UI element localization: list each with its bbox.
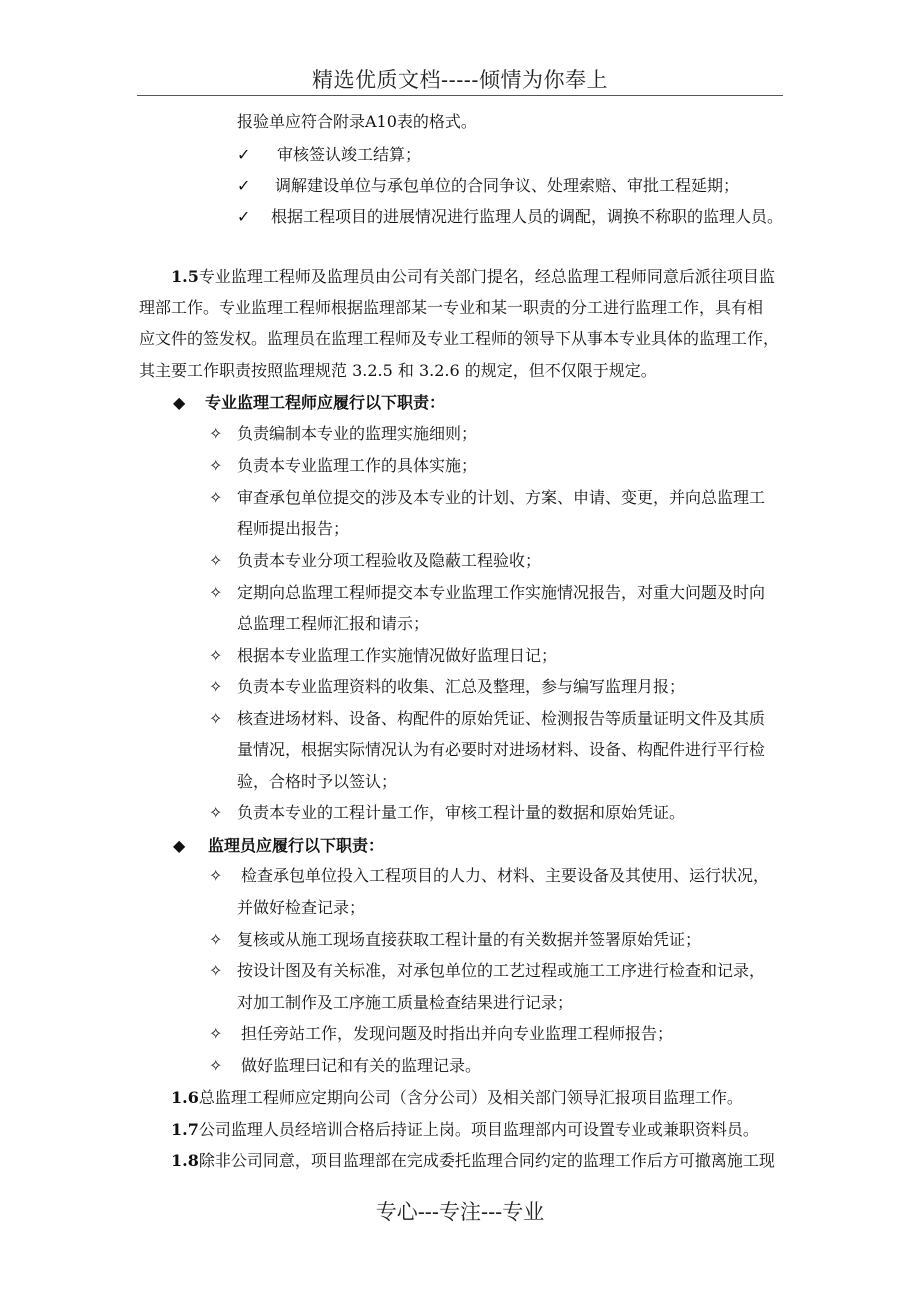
duty-text: 按设计图及有关标准，对承包单位的工艺过程或施工工序进行检查和记录， [237, 961, 766, 980]
star-bullet-icon: ✧ [209, 803, 223, 822]
duty-continuation: 总监理工程师汇报和请示； [237, 614, 430, 633]
checklist-item-text: 审核签认竣工结算； [277, 145, 422, 164]
star-bullet-icon: ✧ [209, 551, 223, 570]
duty-text: 负责本专业分项工程验收及隐蔽工程验收； [237, 551, 542, 570]
duty-item [209, 866, 769, 886]
star-bullet-icon: ✧ [209, 456, 223, 475]
star-bullet-icon: ✧ [209, 1056, 223, 1075]
duty-continuation: 对加工制作及工序施工质量检查结果进行记录； [237, 993, 574, 1012]
star-bullet-icon: ✧ [209, 488, 223, 507]
heading-text: 专业监理工程师应履行以下职责： [205, 393, 446, 412]
duty-item [209, 424, 477, 444]
star-bullet-icon: ✧ [209, 1024, 223, 1043]
section-1-8-paragraph [171, 1151, 775, 1171]
duty-continuation: 并做好检查记录； [237, 898, 366, 917]
star-bullet-icon: ✧ [209, 424, 223, 443]
duty-item [209, 488, 765, 508]
duty-item [209, 551, 541, 571]
paragraph-line: 除非公司同意，项目监理部在完成委托监理合同约定的监理工作后方可撤离施工现 [198, 1151, 775, 1170]
checkmark-icon: ✓ [237, 145, 251, 164]
checkmark-icon: ✓ [237, 207, 251, 226]
duty-item [209, 709, 765, 729]
paragraph-line: 理部工作。专业监理工程师根据监理部某一专业和某一职责的分工进行监理工作，具有相 [139, 298, 764, 317]
duty-item [209, 646, 557, 666]
duty-text: 负责本专业监理工作的具体实施； [237, 456, 478, 475]
section-number: 1.8 [171, 1151, 199, 1170]
duty-continuation: 程师提出报告； [237, 519, 350, 538]
checklist-item [237, 145, 421, 165]
paragraph-line: 应文件的签发权。监理员在监理工程师及专业工程师的领导下从事本专业具体的监理工作， [139, 329, 780, 348]
star-bullet-icon: ✧ [209, 930, 223, 949]
paragraph-line: 总监理工程师应定期向公司（含分公司）及相关部门领导汇报项目监理工作。 [198, 1088, 743, 1107]
star-bullet-icon: ✧ [209, 709, 223, 728]
checkmark-icon: ✓ [237, 176, 251, 195]
section-number: 1.7 [171, 1120, 199, 1139]
inspector-duties-heading [173, 836, 384, 856]
paragraph-line: 公司监理人员经培训合格后持证上岗。项目监理部内可设置专业或兼职资料员。 [198, 1120, 759, 1139]
section-1-5-paragraph [171, 267, 775, 287]
continuation-line: 报验单应符合附录A10表的格式。 [237, 112, 477, 131]
duty-item [209, 456, 477, 476]
duty-continuation: 量情况，根据实际情况认为有必要时对进场材料、设备、构配件进行平行检 [237, 740, 766, 759]
duty-text: 检查承包单位投入工程项目的人力、材料、主要设备及其使用、运行状况， [241, 866, 770, 885]
duty-item [209, 930, 701, 950]
duty-text: 负责本专业监理资料的收集、汇总及整理，参与编写监理月报； [237, 677, 686, 696]
paragraph-line: 专业监理工程师及监理员由公司有关部门提名，经总监理工程师同意后派往项目监 [198, 267, 775, 286]
duty-text: 做好监理曰记和有关的监理记录。 [241, 1056, 482, 1075]
diamond-bullet-icon: ◆ [173, 393, 186, 412]
duty-text: 核查进场材料、设备、构配件的原始凭证、检测报告等质量证明文件及其质 [237, 709, 766, 728]
duty-text: 负责编制本专业的监理实施细则； [237, 424, 478, 443]
heading-text: 监理员应履行以下职责： [208, 836, 385, 855]
duty-item [209, 677, 685, 697]
page-header-title: 精选优质文档-----倾情为你奉上 [312, 68, 608, 92]
duty-text: 审查承包单位提交的涉及本专业的计划、方案、申请、变更，并向总监理工 [237, 488, 766, 507]
checklist-item-text: 根据工程项目的进展情况进行监理人员的调配，调换不称职的监理人员。 [271, 207, 784, 226]
star-bullet-icon: ✧ [209, 866, 223, 885]
diamond-bullet-icon: ◆ [173, 836, 186, 855]
section-1-6-paragraph [171, 1088, 743, 1108]
star-bullet-icon: ✧ [209, 677, 223, 696]
duty-text: 担任旁站工作，发现问题及时指出并向专业监理工程师报告； [241, 1024, 674, 1043]
header-divider [137, 95, 783, 96]
star-bullet-icon: ✧ [209, 961, 223, 980]
duty-text: 根据本专业监理工作实施情况做好监理日记； [237, 646, 558, 665]
duty-item [209, 583, 765, 603]
section-number: 1.6 [171, 1088, 199, 1107]
duty-text: 定期向总监理工程师提交本专业监理工作实施情况报告，对重大问题及时向 [237, 583, 766, 602]
page-footer: 专心---专注---专业 [375, 1200, 545, 1224]
duty-text: 负责本专业的工程计量工作，审核工程计量的数据和原始凭证。 [237, 803, 686, 822]
duty-item [209, 803, 685, 823]
star-bullet-icon: ✧ [209, 583, 223, 602]
paragraph-line: 其主要工作职责按照监理规范 3.2.5 和 3.2.6 的规定，但不仅限于规定。 [139, 361, 657, 380]
duty-text: 复核或从施工现场直接获取工程计量的有关数据并签署原始凭证； [237, 930, 702, 949]
star-bullet-icon: ✧ [209, 646, 223, 665]
engineer-duties-heading [173, 393, 445, 413]
duty-item [209, 961, 765, 981]
duty-item [209, 1056, 481, 1076]
checklist-item-text: 调解建设单位与承包单位的合同争议、处理索赔、审批工程延期； [275, 176, 740, 195]
duty-continuation: 验，合格时予以签认； [237, 772, 398, 791]
checklist-item [237, 207, 783, 227]
duty-item [209, 1024, 673, 1044]
section-1-7-paragraph [171, 1120, 759, 1140]
section-number: 1.5 [171, 267, 199, 286]
checklist-item [237, 176, 739, 196]
